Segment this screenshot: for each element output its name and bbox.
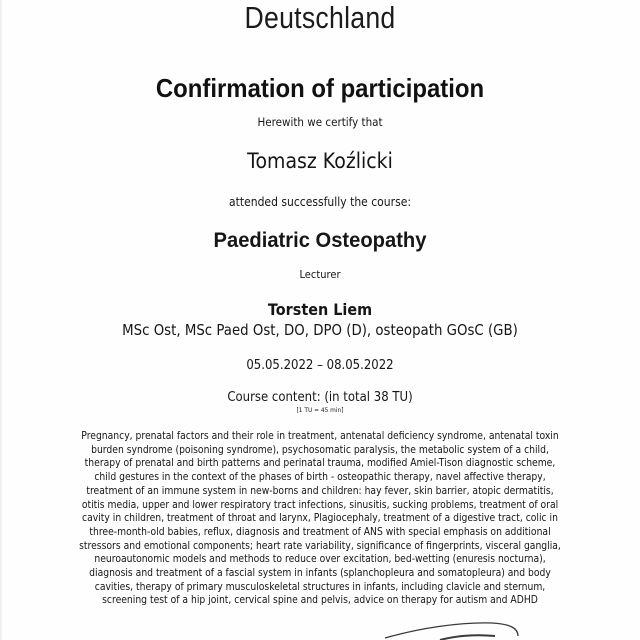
course-title: Paediatric Osteopathy	[213, 229, 427, 252]
course-content-line: burden syndrome (poisoning syndrome), psychosomatic paralysis, the metabolic system of a child,	[91, 444, 549, 456]
lecturer-name: Torsten Liem	[267, 300, 373, 319]
course-content-line: diagnosis and treatment of a fascial system in infants (splanchopleura and somatopleura) and body	[89, 568, 551, 580]
organization-wordmark: Deutschland	[244, 0, 396, 35]
course-date-range: 05.05.2022 – 08.05.2022	[246, 358, 394, 373]
course-content-line: treatment of an immune system in new-borns and children: hay fever, skin barrier, atopic dermatitis,	[86, 485, 554, 497]
course-content-line: neuroautonomic models and methods to reduce over excitation, bed-wetting (enuresis nocturna),	[94, 554, 546, 566]
course-content-line: therapy of prenatal and birth patterns and perinatal trauma, modified Amiel-Tison diagnostic scheme,	[84, 458, 556, 470]
certificate-title: Confirmation of participation	[155, 73, 485, 103]
attended-statement: attended successfully the course:	[229, 195, 411, 209]
course-content-line: screening test of a hip joint, cervical spine and pelvis, advice on therapy for autism and ADHD	[102, 595, 538, 607]
course-content-line: cavities, therapy of primary musculoskeletal structures in infants, including clavicle and sternum,	[94, 581, 546, 593]
course-content-body	[58, 430, 583, 608]
course-content-line: stressors and emotional components; heart rate variability, significance of fingerprints, visceral ganglia,	[79, 540, 561, 552]
certify-statement: Herewith we certify that	[257, 115, 383, 129]
course-content-line: otitis media, upper and lower respiratory tract infections, sinusitis, sucking problems, treatment of oral	[81, 499, 559, 511]
teaching-unit-note: [1 TU = 45 min]	[296, 406, 344, 414]
course-content-line: child gestures in the context of the phases of birth - osteopathic therapy, navel affective therapy,	[94, 472, 546, 484]
page-edge-shadow	[0, 0, 3, 640]
lecturer-label: Lecturer	[299, 268, 341, 281]
participant-name: Tomasz Koźlicki	[247, 149, 393, 173]
course-content-line: Pregnancy, prenatal factors and their role in treatment, antenatal deficiency syndrome, antenatal toxin	[81, 431, 559, 442]
signature-stroke-icon	[380, 612, 540, 640]
course-content-line: cavity in children, treatment of throat and larynx, Plagiocephaly, treatment of a digestive tract, colic in	[82, 513, 558, 525]
course-content-heading: Course content: (in total 38 TU)	[227, 390, 413, 405]
course-content-line: three-month-old babies, reflux, diagnosis and treatment of ANS with special emphasis on additional	[89, 526, 551, 538]
lecturer-qualifications: MSc Ost, MSc Paed Ost, DO, DPO (D), osteopath GOsC (GB)	[122, 321, 518, 339]
